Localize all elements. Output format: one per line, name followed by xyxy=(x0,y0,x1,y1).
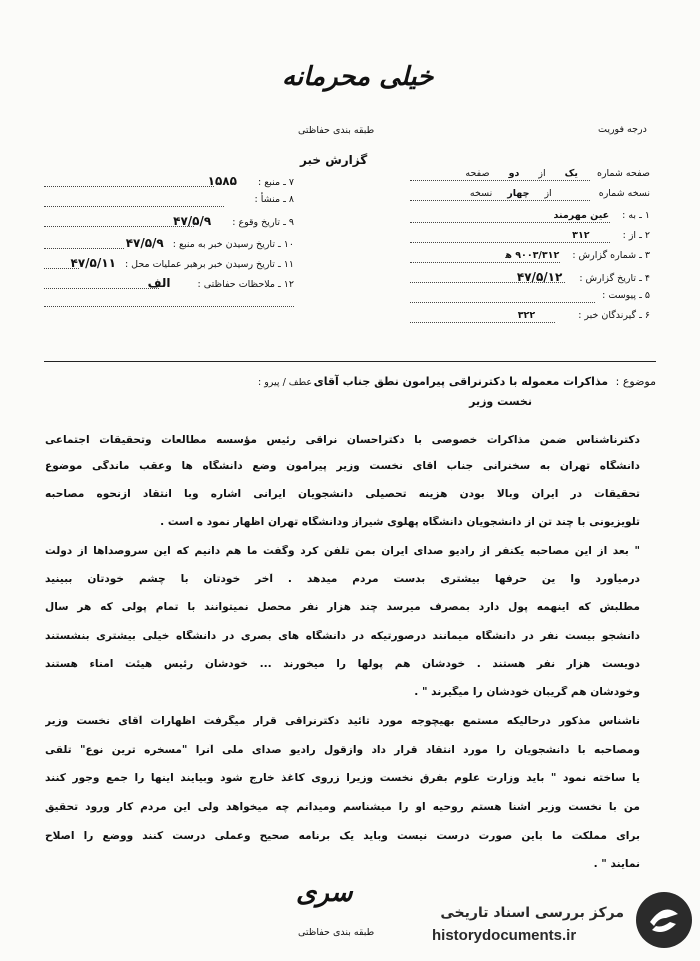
source-row: ۷ ـ منبع : ۱۵۸۵ xyxy=(207,174,294,188)
body-line: برای مملکت ما باین صورت درست نیست وباید یک برنامه صحیح وعملی درست کنند ووضع را اصلاح xyxy=(45,830,640,842)
header-divider xyxy=(44,361,656,362)
body-line: مطلبش که اینهمه پول دارد بمصرف میرسد چند هزار نفر محصل نمیتوانند با تمام پولی که هر سال xyxy=(45,601,640,613)
body-line: وخودشان هم گریبان خودشان را میگیرند " . xyxy=(414,686,640,698)
recipients-row: ۶ ـ گیرندگان خبر : ۳۲۲ xyxy=(517,310,650,321)
body-line: ومصاحبه با دانشجویان را مورد انتقاد قرار داد وازقول رادیو صدای ملی آنرا "مسخره ترین نوع" تلقی xyxy=(45,744,640,756)
right-fields-block xyxy=(400,168,650,333)
body-line: " بعد از این مصاحبه یکنفر از رادیو صدای ایران بمن تلفن کرد وگفت ما هم دانیم که این سروصداها از دولت xyxy=(45,545,640,557)
from-row: ۲ ـ از : ۳۱۲ xyxy=(572,230,650,241)
body-line: ناشناس مذکور درحالیکه مستمع بهیچوجه مورد تائید دکترنراقی قرار میگرفت اظهارات آقای نخست وزیر xyxy=(45,715,640,727)
watermark-url: historydocuments.ir xyxy=(432,927,577,944)
body-line: دویست هزار نفر هستند . خودشان هم پولها را میخورند ... خودشان رئیس هیئت امناء هستند xyxy=(45,658,640,670)
report-title: گزارش خبر xyxy=(300,153,368,167)
urgency-label: درجه فوریت xyxy=(598,124,647,135)
operations-received-row: ۱۱ ـ تاریخ رسیدن خبر برهبر عملیات محل : ۴۷/۵/۱۱ xyxy=(70,256,294,270)
subject-line: موضوع : مذاکرات معموله با دکترنراقی پیرامون نطق جناب آقای xyxy=(313,375,656,388)
origin-row: ۸ ـ منشأ : xyxy=(254,194,294,205)
subject-line-2: نخست وزیر xyxy=(469,395,532,408)
followup-label: عطف / پیرو : xyxy=(258,377,313,388)
to-row: ۱ ـ به : عین مهرمند xyxy=(553,210,650,221)
body-line: نمایند " . xyxy=(593,858,640,870)
copy-number-row: نسخه شماره از چهار نسخه xyxy=(469,188,650,199)
body-line: دکترناشناس ضمن مذاکرات خصوصی با دکتراحسان نراقی رئیس مؤسسه مطالعات وتحقیقات اجتماعی xyxy=(45,434,640,446)
source-received-row: ۱۰ ـ تاریخ رسیدن خبر به منبع : ۴۷/۵/۹ xyxy=(125,236,294,250)
body-line: من با نخست وزیر آشنا هستم روحیه او را میشناسم ومیدانم چه میخواهد ولی این مردم کار ورود تحقیق xyxy=(45,801,640,813)
attachment-row: ۵ ـ پیوست : xyxy=(602,290,650,301)
body-line: درمیآورد وا ین حرفها بیشتری بدست مردم میدهد . آخر خودتان با چشم خودتان ببینید xyxy=(45,573,640,585)
left-fields-block xyxy=(44,168,294,318)
report-date-row: ۴ ـ تاریخ گزارش : ۴۷/۵/۱۲ xyxy=(516,270,650,284)
body-line: دانشگاه تهران به سخنرانی جناب آقای نخست وزیر پیرامون وضع دانشگاه ها وعقب ماندگی موضوع xyxy=(45,460,640,472)
body-line: یا ساخته نمود " باید وزارت علوم بفرق نخست وزیرا زروی کاغذ خارج شود وبیایند اینها را جمع وجور کنند xyxy=(45,772,640,784)
bottom-classification-stamp: سری xyxy=(296,878,353,908)
classification-label: طبقه بندی حفاظتی xyxy=(298,125,375,136)
security-notes-row: ۱۲ ـ ملاحظات حفاظتی : الف xyxy=(147,276,294,290)
occurrence-date-row: ۹ ـ تاریخ وقوع : ۴۷/۵/۹ xyxy=(173,214,294,228)
body-line: دانشجو بیست نفر در دانشگاه میمانند درصورتیکه در دانشگاه های بصری در دانشگاه خیلی بیشتری بنشستند xyxy=(45,630,640,642)
body-line: تحقیقات در ایران وبالا بودن هزینه تحصیلی دانشجویان ایرانی اشاره وبا انتقاد ازنحوه مصاحبه xyxy=(45,488,640,500)
footer-classification-label: طبقه بندی حفاظتی xyxy=(298,927,375,938)
page-number-row: صفحه شماره یک از دو صفحه xyxy=(465,168,650,179)
report-number-row: ۳ ـ شماره گزارش : ۹۰۰۳/۳۱۲ ه‍ xyxy=(505,250,650,261)
body-line: تلویزیونی با چند تن از دانشجویان دانشگاه پهلوی شیراز ودانشگاه تهران اظهار نمود ه است . xyxy=(160,516,640,528)
watermark-title: مرکز بررسی اسناد تاریخی xyxy=(440,905,624,921)
top-classification-stamp: خیلی محرمانه xyxy=(282,62,434,92)
watermark-logo-icon xyxy=(636,892,692,948)
